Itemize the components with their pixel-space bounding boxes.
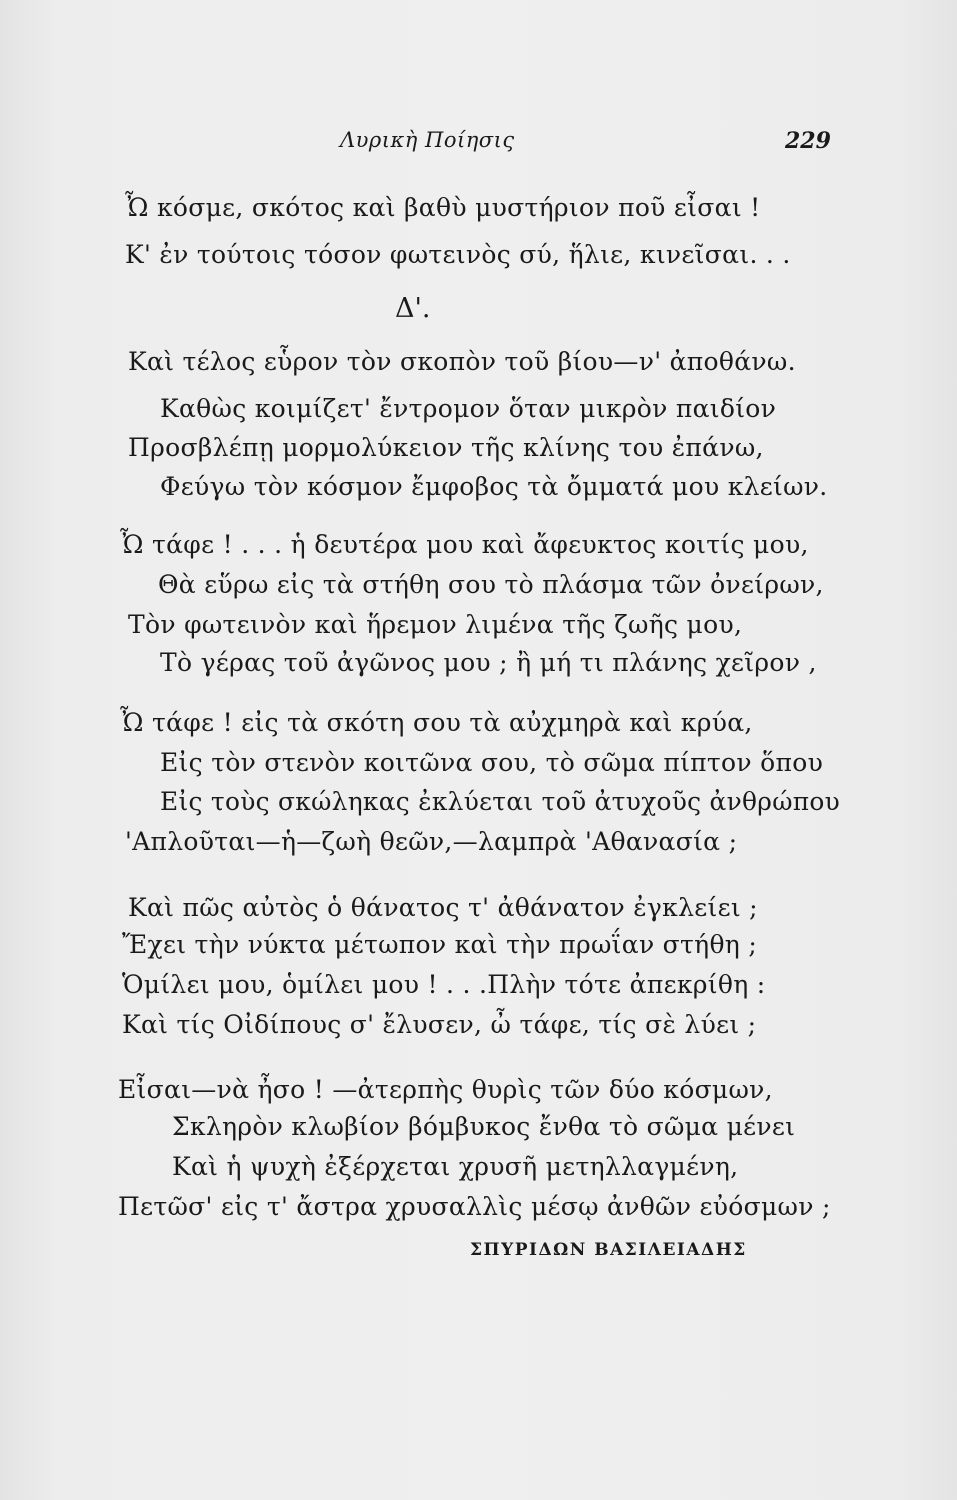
verse-line: Καὶ πῶς αὐτὸς ὁ θάνατος τ' ἀθάνατον ἐγκλείει ; xyxy=(128,893,758,922)
verse-line: Θὰ εὕρω εἰς τὰ στήθη σου τὸ πλάσμα τῶν ὀνείρων, xyxy=(158,570,824,599)
verse-line: Καθὼς κοιμίζετ' ἔντρομον ὅταν μικρὸν παιδίον xyxy=(160,394,777,423)
verse-line: Κ' ἐν τούτοις τόσον φωτεινὸς σύ, ἥλιε, κινεῖσαι. . . xyxy=(125,240,791,269)
verse-line: Τὸ γέρας τοῦ ἀγῶνος μου ; ἢ μή τι πλάνης χεῖρον , xyxy=(160,648,817,677)
verse-line: Εἰς τοὺς σκώληκας ἐκλύεται τοῦ ἀτυχοῦς ἀνθρώπου xyxy=(160,787,841,816)
verse-line: Τὸν φωτεινὸν καὶ ἥρεμον λιμένα τῆς ζωῆς μου, xyxy=(128,610,743,639)
verse-line: Καὶ τέλος εὗρον τὸν σκοπὸν τοῦ βίου—ν' ἀποθάνω. xyxy=(128,347,796,376)
verse-line: Εἰς τὸν στενὸν κοιτῶνα σου, τὸ σῶμα πίπτον ὅπου xyxy=(160,748,824,777)
verse-line: Εἶσαι—νὰ ἦσο ! —ἀτερπὴς θυρὶς τῶν δύο κόσμων, xyxy=(118,1075,773,1104)
verse-line: Καὶ τίς Οἰδίπους σ' ἔλυσεν, ὦ τάφε, τίς σὲ λύει ; xyxy=(122,1010,757,1039)
verse-line: Προσβλέπῃ μορμολύκειον τῆς κλίνης του ἐπάνω, xyxy=(128,433,764,462)
verse-line: Καὶ ἡ ψυχὴ ἐξέρχεται χρυσῆ μετηλλαγμένη, xyxy=(172,1152,739,1181)
verse-line: Ὦ τάφε ! εἰς τὰ σκότη σου τὰ αὐχμηρὰ καὶ κρύα, xyxy=(120,708,753,737)
running-header-title: Λυρικὴ Ποίησις xyxy=(340,128,515,152)
verse-line: Ὦ τάφε ! . . . ἡ δευτέρα μου καὶ ἄφευκτος κοιτίς μου, xyxy=(120,530,809,559)
verse-line: 'Απλοῦται—ἡ—ζωὴ θεῶν,—λαμπρὰ 'Αθανασία ; xyxy=(125,827,738,856)
section-heading: Δ'. xyxy=(395,293,431,324)
verse-line: Ὁμίλει μου, ὁμίλει μου ! . . .Πλὴν τότε ἀπεκρίθη : xyxy=(122,970,766,999)
verse-line: Φεύγω τὸν κόσμον ἔμφοβος τὰ ὄμματά μου κλείων. xyxy=(160,472,828,501)
author-signature: ΣΠΥΡΙΔΩΝ ΒΑΣΙΛΕΙΑΔΗΣ xyxy=(470,1240,747,1260)
verse-line: Σκληρὸν κλωβίον βόμβυκος ἔνθα τὸ σῶμα μένει xyxy=(172,1112,796,1141)
verse-line: Ἔχει τὴν νύκτα μέτωπον καὶ τὴν πρωΐαν στήθη ; xyxy=(122,930,758,959)
verse-line: Ὦ κόσμε, σκότος καὶ βαθὺ μυστήριον ποῦ εἶσαι ! xyxy=(125,193,761,222)
page-number: 229 xyxy=(785,128,831,154)
verse-line: Πετῶσ' εἰς τ' ἄστρα χρυσαλλὶς μέσῳ ἀνθῶν εὐόσμων ; xyxy=(118,1192,831,1221)
